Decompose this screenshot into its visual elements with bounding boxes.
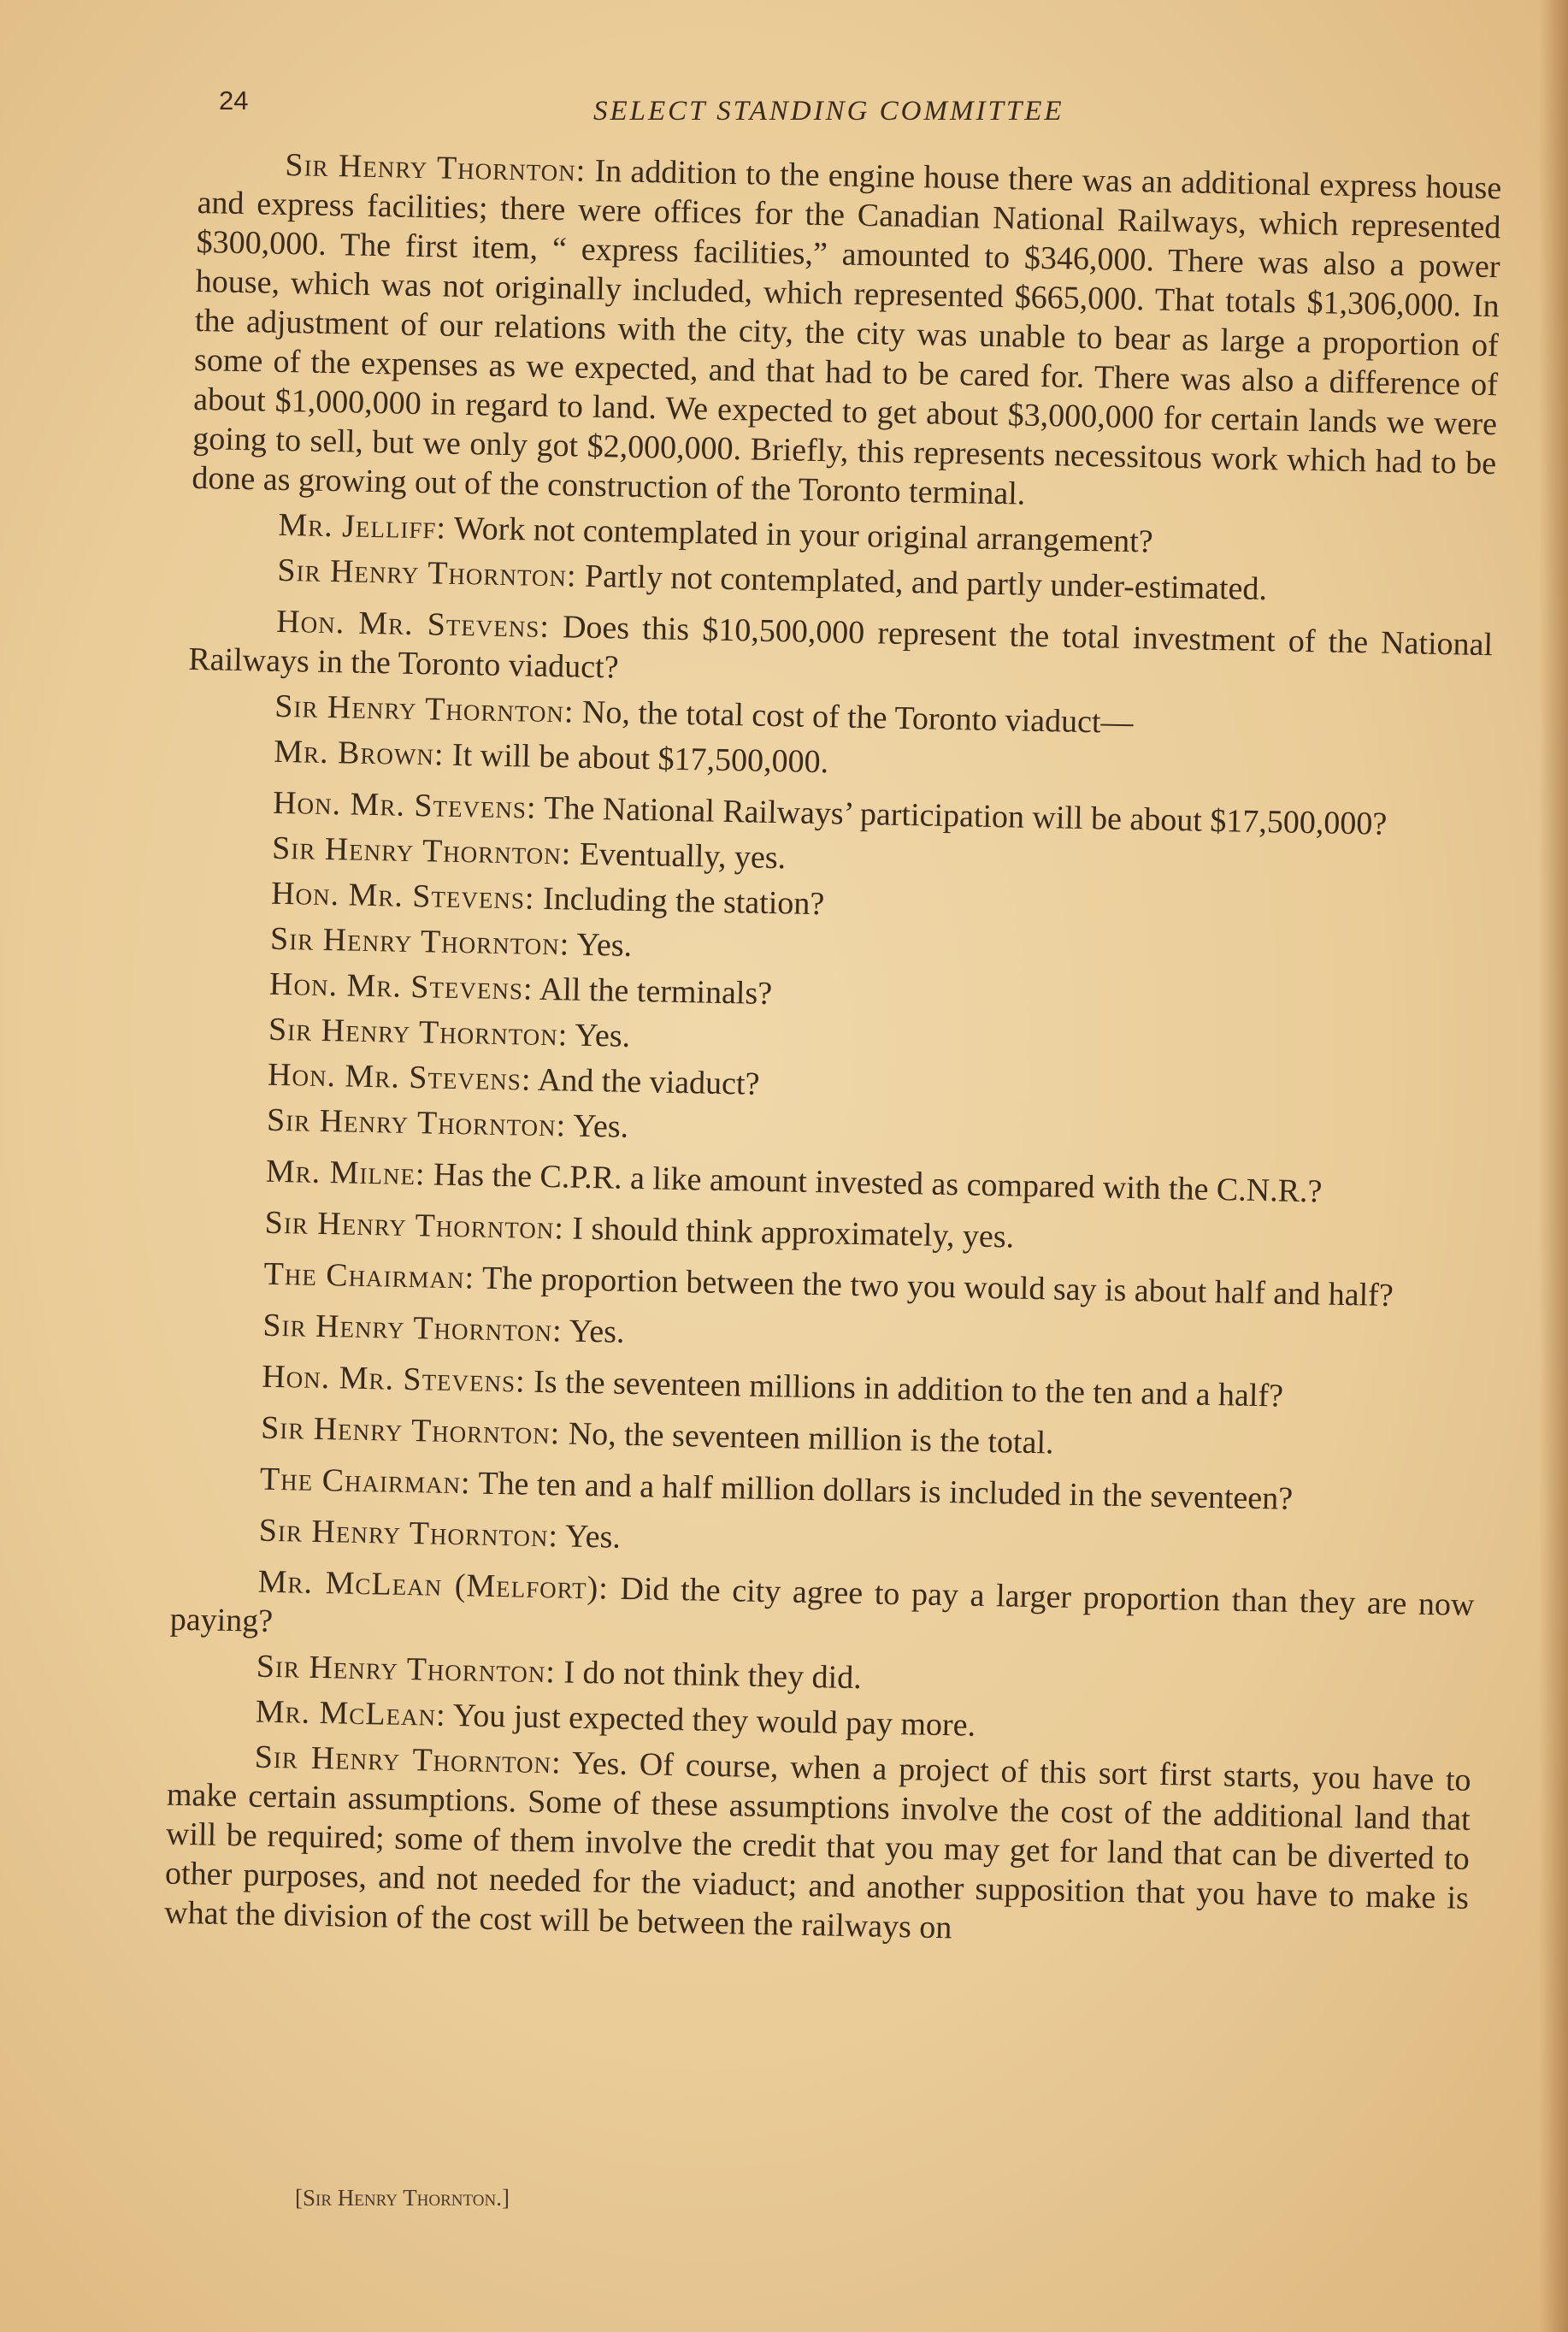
speech-text: Partly not contemplated, and partly under-estimated. — [584, 558, 1268, 608]
speaker-name: Mr. McLean: — [255, 1693, 447, 1733]
speaker-name: Sir Henry Thornton: — [262, 1307, 563, 1349]
speech-text: In addition to the engine house there was an additional express house and express facilities; there were offices for the Canadian National Railways, which represented $300,000. The first item, “ express facilities,” amounted to $346,000. There was also a power house, which was not originally included, which represented $665,000. That totals $1,306,000. In the adjustment of our relations with the city, the city was unable to bear as large a proportion of some of the expenses as we expected, and that had to be cared for. There was also a difference of about $1,000,000 in regard to land. We expected to get about $3,000,000 for certain lands we were going to sell, but we only got $2,000,000. Briefly, this represents necessitous work which had to be done as growing out of the construction of the Toronto terminal. — [192, 152, 1502, 512]
page-number: 24 — [219, 86, 249, 115]
speech-text: Has the C.P.R. a like amount invested as compared with the C.N.R.? — [433, 1156, 1323, 1210]
speaker-name: Mr. Milne: — [265, 1153, 426, 1193]
speaker-name: Hon. Mr. Stevens: — [275, 603, 551, 645]
speech-text: Yes. — [569, 1313, 625, 1350]
speaker-name: Sir Henry Thornton: — [269, 920, 570, 963]
speech-text: I do not think they did. — [563, 1654, 863, 1697]
speaker-name: Sir Henry Thornton: — [271, 829, 572, 872]
speech-text: You just expected they would pay more. — [452, 1697, 976, 1744]
speech-text: The proportion between the two you would say is about half and half? — [481, 1260, 1394, 1314]
transcript-paragraph — [164, 1736, 1471, 1957]
speaker-name: Hon. Mr. Stevens: — [268, 965, 533, 1007]
speech-text: And the viaduct? — [537, 1061, 760, 1102]
speaker-name: Mr. Brown: — [273, 733, 445, 773]
speech-text: Including the station? — [542, 880, 825, 923]
running-head: SELECT STANDING COMMITTEE — [593, 96, 1064, 127]
speaker-name: Hon. Mr. Stevens: — [267, 1056, 532, 1098]
speech-text: Yes. — [574, 1017, 631, 1054]
speaker-name: Sir Henry Thornton: — [264, 1204, 565, 1247]
speech-text: Work not contemplated in your original arrangement? — [453, 510, 1154, 560]
speech-text: It will be about $17,500,000. — [451, 736, 829, 781]
speaker-name: Mr. Jelliff: — [278, 506, 447, 546]
transcript-body — [164, 144, 1502, 1963]
speech-text: I should think approximately, yes. — [572, 1210, 1015, 1255]
speech-text: No, the total cost of the Toronto viaduct— — [581, 694, 1134, 741]
speech-text: Eventually, yes. — [579, 835, 787, 877]
speech-text: Yes. — [564, 1518, 622, 1556]
speaker-name: Sir Henry Thornton: — [260, 1409, 561, 1452]
speech-text: No, the seventeen million is the total. — [568, 1415, 1054, 1461]
speech-text: Did the city agree to pay a larger proportion than they are now paying? — [169, 1570, 1475, 1639]
speaker-name: Hon. Mr. Stevens: — [272, 784, 537, 826]
speaker-name: Sir Henry Thornton: — [285, 146, 587, 189]
speech-text: The National Railways’ participation will be about $17,500,000? — [544, 789, 1388, 842]
speech-text: The ten and a half million dollars is included in the seventeen? — [478, 1465, 1294, 1517]
speaker-name: Sir Henry Thornton: — [266, 1101, 567, 1144]
speaker-name: Sir Henry Thornton: — [277, 552, 577, 594]
speaker-name: Sir Henry Thornton: — [256, 1648, 557, 1691]
speech-text: Yes. — [575, 926, 633, 964]
speaker-name: Sir Henry Thornton: — [258, 1512, 559, 1555]
speaker-name: The Chairman: — [263, 1255, 475, 1296]
transcript-paragraph — [192, 144, 1502, 522]
speech-text: Yes. — [572, 1107, 629, 1145]
footer-speaker-note: [Sir Henry Thornton.] — [295, 2185, 510, 2211]
speaker-name: Mr. McLean (Melfort): — [257, 1563, 610, 1607]
speech-text: All the terminals? — [539, 971, 773, 1013]
speaker-name: Hon. Mr. Stevens: — [261, 1358, 527, 1400]
speech-text: Is the seventeen millions in addition to the ten and a half? — [533, 1363, 1284, 1414]
speaker-name: Sir Henry Thornton: — [268, 1011, 569, 1054]
speaker-name: Sir Henry Thornton: — [274, 688, 575, 730]
speaker-name: Hon. Mr. Stevens: — [270, 875, 535, 917]
speaker-name: The Chairman: — [259, 1461, 472, 1502]
speech-text: Yes. Of course, when a project of this sort first starts, you have to make certain assumptions. Some of these assumptions involve the cost of the additional land that will be required; some of them involve the credit that you may get for land that can be diverted to other purposes, and not needed for the viaduct; and another supposition that you have to make is what the division of the cost will be between the railways on — [163, 1745, 1471, 1946]
speech-text: Does this $10,500,000 represent the total investment of the National Railways in the Toronto viaduct? — [188, 609, 1494, 686]
speaker-name: Sir Henry Thornton: — [254, 1739, 563, 1781]
